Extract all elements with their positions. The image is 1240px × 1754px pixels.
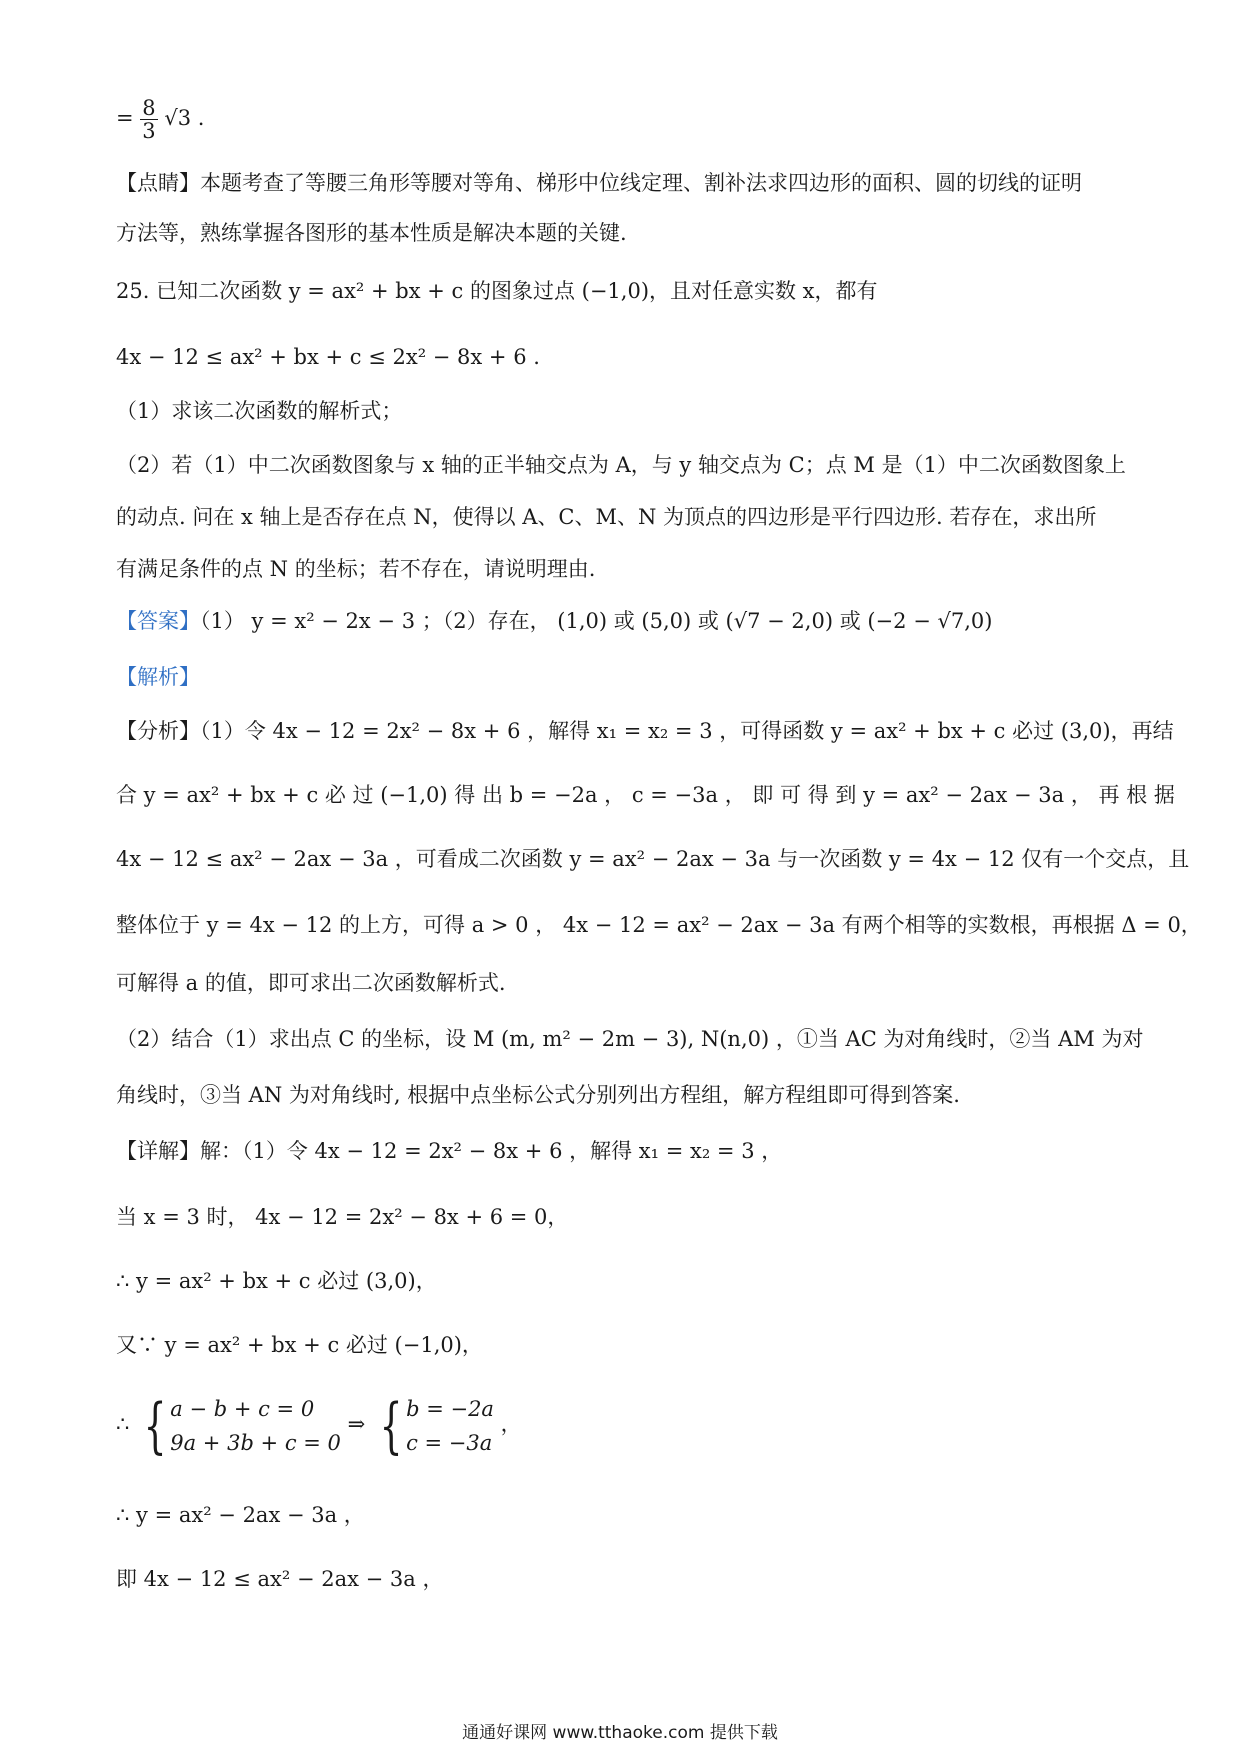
left-brace-icon: { — [143, 1390, 167, 1461]
analysis-tag: 【解析】 — [116, 665, 200, 689]
solution-line-4: 又∵ y = ax² + bx + c 必过 (−1,0)， — [116, 1333, 483, 1357]
result-rest: √3 . — [164, 106, 205, 130]
system-2-row-2: c = −3a — [406, 1430, 493, 1455]
system-comma: ， — [500, 1412, 522, 1436]
comment-line-1: 【点睛】本题考查了等腰三角形等腰对等角、梯形中位线定理、割补法求四边形的面积、圆的切线的证明 — [116, 171, 1082, 195]
answer-text: （1） y = x² − 2x − 3 ；（2）存在， (1,0) 或 (5,0) 或 (√7 − 2,0) 或 (−2 − √7,0) — [200, 609, 993, 633]
solution-line-5: ∴ y = ax² − 2ax − 3a ， — [116, 1503, 365, 1527]
analysis-line-3: 4x − 12 ≤ ax² − 2ax − 3a ，可看成二次函数 y = ax² − 2ax − 3a 与一次函数 y = 4x − 12 仅有一个交点，且 — [116, 847, 1190, 871]
comment-line-2: 方法等，熟练掌握各图形的基本性质是解决本题的关键. — [116, 221, 627, 245]
analysis-line-7: 角线时，③当 AN 为对角线时, 根据中点坐标公式分别列出方程组，解方程组即可得到答案. — [116, 1083, 960, 1107]
equation-system-2 — [372, 1392, 494, 1460]
line-result-fraction — [116, 88, 204, 148]
analysis-line-1: 【分析】（1）令 4x − 12 = 2x² − 8x + 6 ，解得 x₁ = x₂ = 3 ，可得函数 y = ax² + bx + c 必过 (3,0)，再结 — [116, 719, 1174, 743]
analysis-line-4: 整体位于 y = 4x − 12 的上方，可得 a > 0 ， 4x − 12 = ax² − 2ax − 3a 有两个相等的实数根，再根据 Δ = 0， — [116, 913, 1202, 937]
solution-line-6: 即 4x − 12 ≤ ax² − 2ax − 3a ， — [116, 1567, 444, 1591]
question-2-line-2: 的动点. 问在 x 轴上是否存在点 N，使得以 A、C、M、N 为顶点的四边形是平行四边形. 若存在，求出所 — [116, 505, 1097, 529]
problem-statement-line-1: 25. 已知二次函数 y = ax² + bx + c 的图象过点 (−1,0)，且对任意实数 x，都有 — [116, 279, 878, 303]
question-1: （1）求该二次函数的解析式； — [116, 399, 403, 423]
equation-system-line — [116, 1388, 522, 1460]
implies-arrow: ⇒ — [347, 1412, 366, 1436]
footer-watermark: 通通好课网 www.tthaoke.com 提供下载 — [462, 1723, 778, 1743]
solution-line-2: 当 x = 3 时， 4x − 12 = 2x² − 8x + 6 = 0， — [116, 1205, 569, 1229]
left-brace-icon: { — [379, 1390, 403, 1461]
question-2-line-1: （2）若（1）中二次函数图象与 x 轴的正半轴交点为 A，与 y 轴交点为 C；点 M 是（1）中二次函数图象上 — [116, 453, 1126, 477]
solution-line-3: ∴ y = ax² + bx + c 必过 (3,0)， — [116, 1269, 437, 1293]
solution-line-1: 【详解】解：（1）令 4x − 12 = 2x² − 8x + 6 ，解得 x₁ = x₂ = 3 ， — [116, 1139, 783, 1163]
question-2-line-3: 有满足条件的点 N 的坐标；若不存在，请说明理由. — [116, 557, 596, 581]
equals-sign: = — [116, 106, 134, 130]
problem-statement-line-2: 4x − 12 ≤ ax² + bx + c ≤ 2x² − 8x + 6 . — [116, 345, 540, 369]
system-1-row-2: 9a + 3b + c = 0 — [170, 1430, 341, 1455]
fraction-denominator: 3 — [142, 119, 156, 143]
equation-system-1 — [136, 1392, 341, 1460]
analysis-line-5: 可解得 a 的值，即可求出二次函数解析式. — [116, 971, 506, 995]
answer-tag: 【答案】 — [116, 609, 200, 633]
therefore-symbol: ∴ — [116, 1412, 130, 1436]
system-1-row-1: a − b + c = 0 — [170, 1396, 315, 1421]
fraction-numerator: 8 — [142, 96, 156, 120]
answer-line — [116, 606, 992, 636]
analysis-line-2: 合 y = ax² + bx + c 必 过 (−1,0) 得 出 b = −2a ， c = −3a ， 即 可 得 到 y = ax² − 2ax − 3a ， 再 根 据 — [116, 783, 1175, 807]
fraction — [140, 97, 157, 142]
analysis-line-6: （2）结合（1）求出点 C 的坐标，设 M (m, m² − 2m − 3), N(n,0) ，①当 AC 为对角线时，②当 AM 为对 — [116, 1027, 1144, 1051]
system-2-row-1: b = −2a — [406, 1396, 494, 1421]
